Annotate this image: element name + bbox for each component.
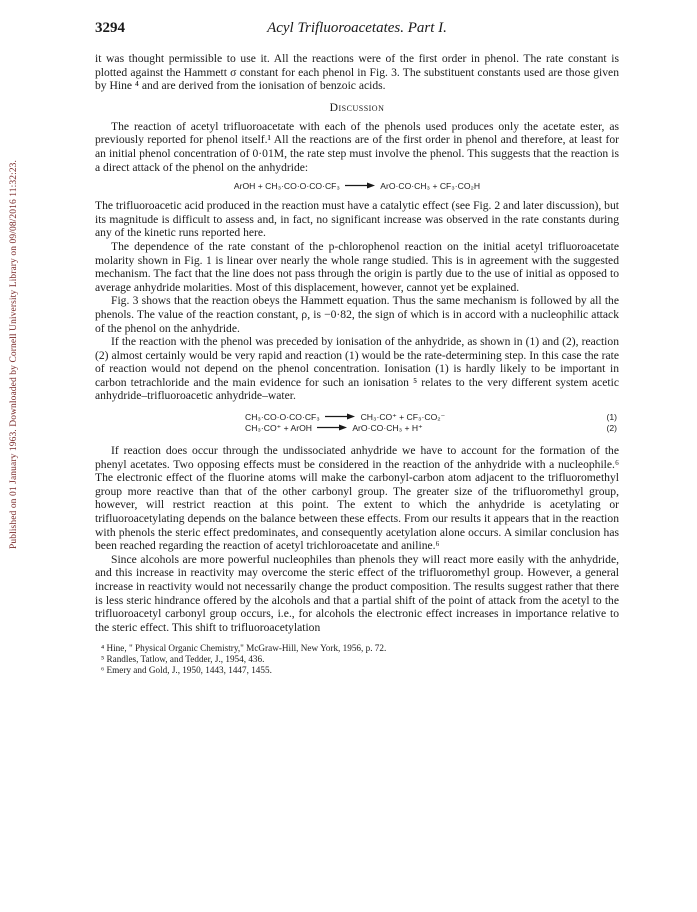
download-watermark-text: Published on 01 January 1963. Downloaded by Cornell University Library on 09/08/2016 11:32:23. [9, 160, 19, 550]
page-header [95, 20, 619, 42]
equation-1-left: CH₃·CO·O·CO·CF₃ [245, 412, 320, 423]
paragraph-continuation: it was thought permissible to use it. All the reactions were of the first order in phenol. The rate constant is plotted against the Hammett σ constant for each phenol in Fig. 3. The substituent constants used are those given by Hine ⁴ and are derived from the ionisation of benzoic acids. [95, 52, 619, 93]
equation-block [95, 412, 619, 434]
equation-1-number: (1) [606, 412, 617, 423]
equation-1-right: CH₃·CO⁺ + CF₃·CO₂⁻ [360, 412, 446, 423]
reaction-arrow-icon [345, 181, 375, 191]
journal-page [95, 20, 619, 676]
reaction-arrow-icon [325, 412, 355, 423]
equation-1 [95, 412, 619, 423]
paragraph-undissociated: If reaction does occur through the undissociated anhydride we have to account for the formation of the phenyl acetates. Two opposing effects must be considered in the reaction of the anhydride with a nucleophile.⁶ The electronic effect of the fluorine atoms will make the carbonyl-carbon atom adjacent to the trifluoromethyl group more reactive than that of the other carbonyl group. The greater size of the trifluoromethyl group, however, will restrict reaction at this point. The extent to which the anhydride is acetylating or trifluoroacetylating depends on the balance between these effects. From our results it appears that in the reaction with phenols the steric effect predominates, and consequently acetylation alone occurs. A similar conclusion has been reached regarding the reaction of acetyl trichloroacetate and aniline.⁶ [95, 444, 619, 553]
reaction-arrow-icon [317, 423, 347, 434]
paragraph-rate-dependence: The dependence of the rate constant of the p-chlorophenol reaction on the initial acetyl trifluoroacetate molarity shown in Fig. 1 is linear over nearly the whole range studied. This is in agreement with the suggested mechanism. The fact that the line does not pass through the origin is partly due to the use of initial as opposed to average anhydride molarities. Most of this displacement, however, cannot yet be explained. [95, 239, 619, 294]
paragraph-trifluoroacetic-acid: The trifluoroacetic acid produced in the reaction must have a catalytic effect (see Fig. 2 and later discussion), but its magnitude is difficult to assess and, in fact, no significant increase was observed in the rate constants during any of the kinetic runs reported here. [95, 199, 619, 240]
running-title: Acyl Trifluoroacetates. Part I. [267, 20, 447, 36]
download-watermark [2, 120, 26, 590]
equation-main-right: ArO·CO·CH₃ + CF₃·CO₂H [380, 181, 481, 192]
equation-main [95, 181, 619, 191]
paragraph-reaction-acetate: The reaction of acetyl trifluoroacetate with each of the phenols used produces only the acetate ester, as previously reported for phenol itself.¹ All the reactions are of the first order in phenol and therefore, at least for an initial phenol concentration of 0·01M, the rate step must involve the phenol. This suggests that the reaction is a direct attack of the phenol on the anhydride: [95, 119, 619, 174]
paragraph-hammett: Fig. 3 shows that the reaction obeys the Hammett equation. Thus the same mechanism is followed by all the phenols. The value of the reaction constant, ρ, is −0·82, the sign of which is in accord with a nucleophilic attack of the phenol on the anhydride. [95, 294, 619, 335]
paragraph-ionisation: If the reaction with the phenol was preceded by ionisation of the anhydride, as shown in (1) and (2), reaction (2) almost certainly would be very rapid and reaction (1) would be the rate-determining step. In this case the rate of reaction would not depend on the phenol concentration. Ionisation (1) is hardly likely to be important in carbon tetrachloride and the main evidence for such an ionisation ⁵ relates to the very different system acetic anhydride–trifluoroacetic anhydride–water. [95, 335, 619, 403]
paragraph-alcohols: Since alcohols are more powerful nucleophiles than phenols they will react more easily with the anhydride, and this increase in reactivity may overcome the steric effect of the trifluoromethyl group. However, a general increase in reactivity would not necessarily change the product composition. The results suggest rather that there is less steric hindrance offered by the alcohols and that a partial shift of the point of attack from the acetyl to the trifluoroacetyl carbonyl group occurs, i.e., for alcohols the electronic effect increases in importance relative to the steric effect. This shift to trifluoroacetylation [95, 552, 619, 634]
footnote-5: ⁵ Randles, Tatlow, and Tedder, J., 1954, 436. [101, 654, 265, 665]
equation-2-number: (2) [606, 423, 617, 434]
equation-2 [95, 423, 619, 434]
equation-2-right: ArO·CO·CH₃ + H⁺ [352, 423, 423, 434]
page-number: 3294 [95, 20, 125, 36]
equation-main-left: ArOH + CH₃·CO·O·CO·CF₃ [233, 181, 340, 192]
footnote-4: ⁴ Hine, " Physical Organic Chemistry," McGraw-Hill, New York, 1956, p. 72. [101, 643, 387, 654]
footnotes [95, 643, 619, 676]
footnote-6: ⁶ Emery and Gold, J., 1950, 1443, 1447, 1455. [101, 665, 272, 676]
equation-2-left: CH₃·CO⁺ + ArOH [245, 423, 313, 434]
section-heading-discussion: Discussion [329, 100, 385, 114]
